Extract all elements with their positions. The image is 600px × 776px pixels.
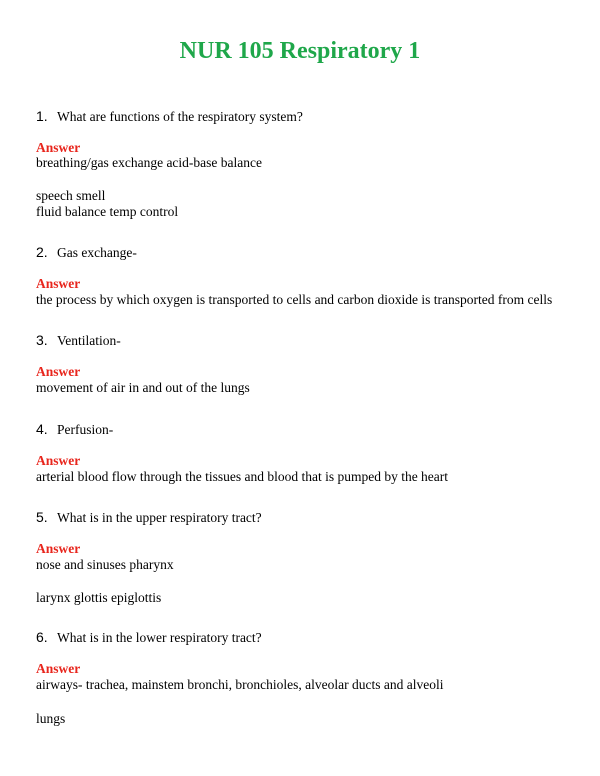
answer-label: Answer xyxy=(36,364,81,379)
question-text: What are functions of the respiratory system? xyxy=(57,109,303,124)
question-number: 5. xyxy=(36,509,48,525)
question-number: 6. xyxy=(36,629,48,645)
answer-label: Answer xyxy=(36,140,81,155)
answer-line: lungs xyxy=(36,711,66,726)
answer-line: larynx glottis epiglottis xyxy=(36,590,162,605)
answer-line: movement of air in and out of the lungs xyxy=(36,380,250,395)
answer-line: the process by which oxygen is transported to cells and carbon dioxide is transported from cells xyxy=(36,292,553,307)
question-6 xyxy=(36,629,262,646)
question-2 xyxy=(36,244,137,261)
question-text: Ventilation- xyxy=(57,333,121,348)
question-1 xyxy=(36,108,303,125)
question-number: 3. xyxy=(36,332,48,348)
question-5 xyxy=(36,509,262,526)
answer-line: airways- trachea, mainstem bronchi, bronchioles, alveolar ducts and alveoli xyxy=(36,677,444,692)
answer-line: speech smell xyxy=(36,188,106,203)
answer-label: Answer xyxy=(36,541,81,556)
question-text: Perfusion- xyxy=(57,422,114,437)
question-number: 1. xyxy=(36,108,48,124)
question-text: What is in the upper respiratory tract? xyxy=(57,510,262,525)
question-number: 4. xyxy=(36,421,48,437)
answer-line: breathing/gas exchange acid-base balance xyxy=(36,155,263,170)
question-4 xyxy=(36,421,113,438)
answer-line: nose and sinuses pharynx xyxy=(36,557,174,572)
answer-line: fluid balance temp control xyxy=(36,204,179,219)
answer-label: Answer xyxy=(36,453,81,468)
answer-label: Answer xyxy=(36,276,81,291)
question-text: Gas exchange- xyxy=(57,245,137,260)
question-number: 2. xyxy=(36,244,48,260)
document-title: NUR 105 Respiratory 1 xyxy=(179,38,421,64)
question-text: What is in the lower respiratory tract? xyxy=(57,630,262,645)
question-3 xyxy=(36,332,121,349)
answer-line: arterial blood flow through the tissues and blood that is pumped by the heart xyxy=(36,469,449,484)
answer-label: Answer xyxy=(36,661,81,676)
